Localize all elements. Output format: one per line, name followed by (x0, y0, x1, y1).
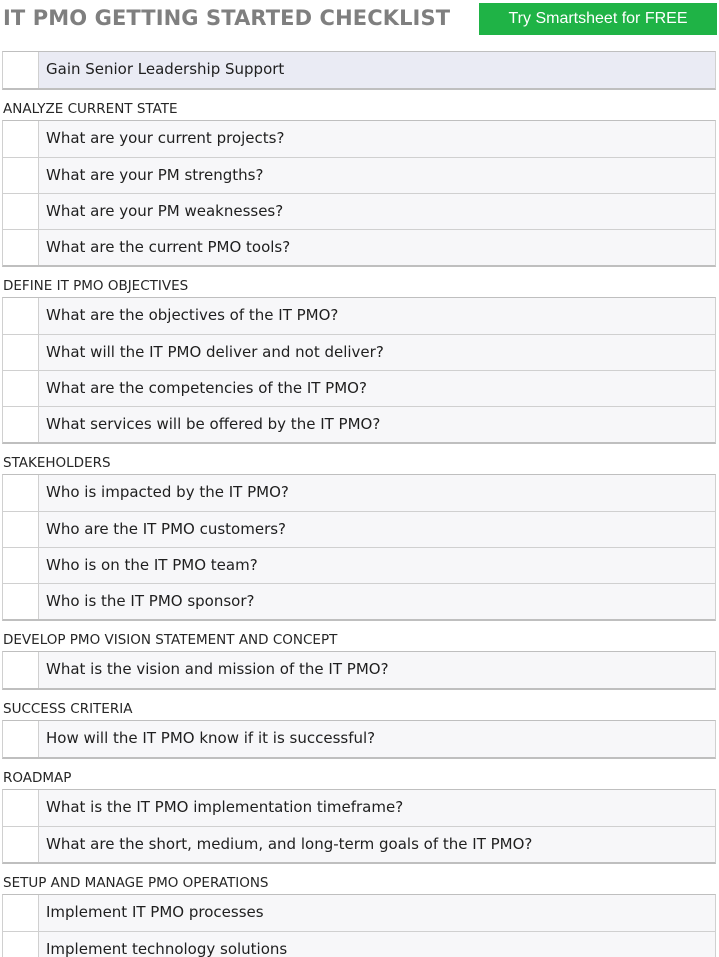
checkbox[interactable] (3, 827, 39, 862)
checkbox[interactable] (3, 158, 39, 193)
checklist-row (3, 931, 715, 957)
checklist-item-label: What are your current projects? (46, 129, 285, 147)
checklist-item-label: Who are the IT PMO customers? (46, 520, 287, 538)
checklist-row (3, 157, 715, 193)
checkbox[interactable] (3, 407, 39, 442)
checklist-group (2, 894, 716, 957)
section-title: DEVELOP PMO VISION STATEMENT AND CONCEPT (3, 632, 338, 648)
checklist-row (3, 583, 715, 619)
checklist-group (2, 789, 716, 864)
checkbox[interactable] (3, 652, 39, 688)
checkbox[interactable] (3, 230, 39, 265)
checklist-item-label: How will the IT PMO know if it is successful? (46, 729, 376, 747)
checkbox[interactable] (3, 895, 39, 931)
checklist-item-label: What is the vision and mission of the IT PMO? (46, 660, 389, 678)
checklist-row (3, 406, 715, 442)
checkbox[interactable] (3, 121, 39, 157)
checklist-item-label: Implement technology solutions (46, 940, 288, 957)
section-title: SETUP AND MANAGE PMO OPERATIONS (3, 875, 269, 891)
checklist-row (3, 52, 715, 88)
section-title: DEFINE IT PMO OBJECTIVES (3, 278, 189, 294)
checkbox[interactable] (3, 475, 39, 511)
checklist-group (2, 51, 716, 90)
checklist-row (3, 895, 715, 931)
checklist-row (3, 193, 715, 229)
checklist-row (3, 334, 715, 370)
checklist-item-label: What are your PM weaknesses? (46, 202, 284, 220)
section-title: ROADMAP (3, 770, 72, 786)
header (0, 0, 719, 40)
checklist-item-label: What are the objectives of the IT PMO? (46, 306, 339, 324)
checkbox[interactable] (3, 548, 39, 583)
checklist (2, 51, 716, 957)
checklist-row (3, 121, 715, 157)
checklist-item-label: Who is the IT PMO sponsor? (46, 592, 255, 610)
checkbox[interactable] (3, 584, 39, 619)
checkbox[interactable] (3, 790, 39, 826)
checklist-group (2, 297, 716, 444)
checkbox[interactable] (3, 721, 39, 757)
checklist-item-label: Who is on the IT PMO team? (46, 556, 258, 574)
checklist-row (3, 475, 715, 511)
checklist-item-label: Gain Senior Leadership Support (46, 60, 285, 78)
checklist-item-label: What are the competencies of the IT PMO? (46, 379, 367, 397)
checklist-item-label: Implement IT PMO processes (46, 903, 264, 921)
checklist-row (3, 826, 715, 862)
checkbox[interactable] (3, 371, 39, 406)
page-title: IT PMO GETTING STARTED CHECKLIST (3, 6, 451, 30)
checklist-item-label: What services will be offered by the IT PMO? (46, 415, 381, 433)
checklist-row (3, 652, 715, 688)
checklist-group (2, 474, 716, 621)
checklist-group (2, 651, 716, 690)
checkbox[interactable] (3, 932, 39, 957)
checklist-item-label: Who is impacted by the IT PMO? (46, 483, 289, 501)
section-title: SUCCESS CRITERIA (3, 701, 133, 717)
checkbox[interactable] (3, 335, 39, 370)
checklist-row (3, 547, 715, 583)
checklist-row (3, 790, 715, 826)
checklist-row (3, 229, 715, 265)
checklist-row (3, 370, 715, 406)
checkbox[interactable] (3, 298, 39, 334)
checklist-item-label: What is the IT PMO implementation timeframe? (46, 798, 404, 816)
checklist-item-label: What will the IT PMO deliver and not deliver? (46, 343, 384, 361)
checkbox[interactable] (3, 194, 39, 229)
checklist-item-label: What are your PM strengths? (46, 166, 264, 184)
section-title: STAKEHOLDERS (3, 455, 111, 471)
checklist-row (3, 511, 715, 547)
checklist-item-label: What are the short, medium, and long-term goals of the IT PMO? (46, 835, 533, 853)
section-title: ANALYZE CURRENT STATE (3, 101, 178, 117)
checklist-item-label: What are the current PMO tools? (46, 238, 291, 256)
try-smartsheet-button[interactable]: Try Smartsheet for FREE (479, 3, 717, 35)
checkbox[interactable] (3, 52, 39, 88)
checklist-row (3, 298, 715, 334)
checkbox[interactable] (3, 512, 39, 547)
checklist-group (2, 120, 716, 267)
checklist-group (2, 720, 716, 759)
checklist-row (3, 721, 715, 757)
